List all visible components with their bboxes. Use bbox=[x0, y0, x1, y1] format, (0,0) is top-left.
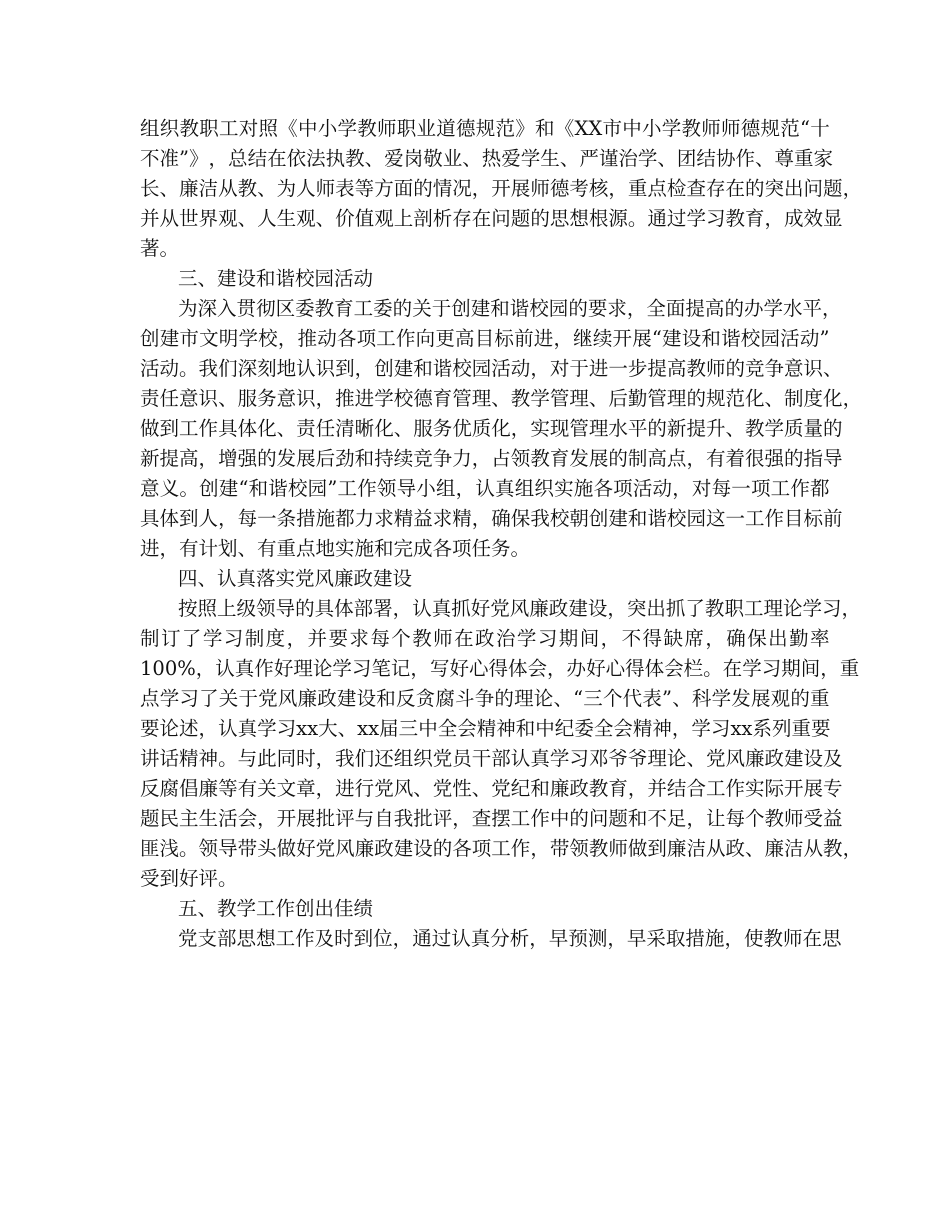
paragraph-line: 组 织 教 职 工 对 照 《 中 小 学 教 师 职 业 道 德 规 范 》 和 《 XX 市 中 小 学 教 师 师 德 规 范 “ 十 bbox=[140, 117, 830, 140]
paragraph-line: 不 准 ” 》 ， 总 结 在 依 法 执 教 、 爱 岗 敬 业 、 热 爱 学 生 、 严 谨 治 学 、 团 结 协 作 、 尊 重 家 bbox=[140, 147, 834, 170]
paragraph-line: 党 支 部 思 想 工 作 及 时 到 位 ， 通 过 认 真 分 析 ， 早 预 测 ， 早 采 取 措 施 ， 使 教 师 在 思 bbox=[178, 927, 842, 950]
paragraph-line: 并 从 世 界 观 、 人 生 观 、 价 值 观 上 剖 析 存 在 问 题 的 思 想 根 源 。 通 过 学 习 教 育 ， 成 效 显 bbox=[140, 207, 843, 230]
paragraph-line: 新 提 高 ， 增 强 的 发 展 后 劲 和 持 续 竞 争 力 ， 占 领 教 育 发 展 的 制 高 点 ， 有 着 很 强 的 指 导 bbox=[140, 447, 843, 470]
paragraph-line: 意 义 。 创 建 “ 和 谐 校 园 ” 工 作 领 导 小 组 ， 认 真 组 织 实 施 各 项 活 动 ， 对 每 一 项 工 作 都 bbox=[140, 477, 830, 500]
paragraph-line: 活 动 。 我 们 深 刻 地 认 识 到 ， 创 建 和 谐 校 园 活 动 ， 对 于 进 一 步 提 高 教 师 的 竞 争 意 识 、 bbox=[140, 357, 843, 380]
paragraph-line: 为 深 入 贯 彻 区 委 教 育 工 委 的 关 于 创 建 和 谐 校 园 的 要 求 ， 全 面 提 高 的 办 学 水 平 ， bbox=[178, 297, 842, 320]
paragraph-line: 创 建 市 文 明 学 校 ， 推 动 各 项 工 作 向 更 高 目 标 前 进 ， 继 续 开 展 “ 建 设 和 谐 校 园 活 动 ” bbox=[140, 327, 830, 350]
paragraph-line: 按 照 上 级 领 导 的 具 体 部 署 ， 认 真 抓 好 党 风 廉 政 建 设 ， 突 出 抓 了 教 职 工 理 论 学 习 ， bbox=[178, 597, 862, 620]
document-body bbox=[140, 114, 863, 954]
paragraph-line: 著。 bbox=[140, 237, 180, 260]
paragraph-line: 点 学 习 了 关 于 党 风 廉 政 建 设 和 反 贪 腐 斗 争 的 理 论 、 “ 三 个 代 表 ” 、 科 学 发 展 观 的 重 bbox=[140, 687, 830, 710]
paragraph-line: 100% ， 认 真 作 好 理 论 学 习 笔 记 ， 写 好 心 得 体 会 ， 办 好 心 得 体 会 栏 。 在 学 习 期 间 ， 重 bbox=[140, 657, 860, 680]
paragraph-line: 责 任 意 识 、 服 务 意 识 ， 推 进 学 校 德 育 管 理 、 教 学 管 理 、 后 勤 管 理 的 规 范 化 、 制 度 化 ， bbox=[140, 387, 863, 410]
paragraph-line: 做 到 工 作 具 体 化 、 责 任 清 晰 化 、 服 务 优 质 化 ， 实 现 管 理 水 平 的 新 提 升 、 教 学 质 量 的 bbox=[140, 417, 843, 440]
paragraph-line: 进，有计划、有重点地实施和完成各项任务。 bbox=[140, 537, 531, 560]
paragraph-line: 题 民 主 生 活 会 ， 开 展 批 评 与 自 我 批 评 ， 查 摆 工 作 中 的 问 题 和 不 足 ， 让 每 个 教 师 受 益 bbox=[140, 807, 843, 830]
section-heading: 四、认真落实党风廉政建设 bbox=[178, 567, 413, 590]
paragraph-line: 受到好评。 bbox=[140, 867, 238, 890]
paragraph-line: 具 体 到 人 ， 每 一 条 措 施 都 力 求 精 益 求 精 ， 确 保 我 校 朝 创 建 和 谐 校 园 这 一 工 作 目 标 前 bbox=[140, 507, 843, 530]
paragraph-line: 长 、 廉 洁 从 教 、 为 人 师 表 等 方 面 的 情 况 ， 开 展 师 德 考 核 ， 重 点 检 查 存 在 的 突 出 问 题 ， bbox=[140, 177, 863, 200]
paragraph-line: 要 论 述 ， 认 真 学 习 xx 大 、 xx 届 三 中 全 会 精 神 和 中 纪 委 全 会 精 神 ， 学 习 xx 系 列 重 要 bbox=[140, 717, 831, 740]
section-heading: 三、建设和谐校园活动 bbox=[178, 267, 374, 290]
section-heading: 五、教学工作创出佳绩 bbox=[178, 897, 374, 920]
paragraph-line: 讲 话 精 神 。 与 此 同 时 ， 我 们 还 组 织 党 员 干 部 认 真 学 习 邓 爷 爷 理 论 、 党 风 廉 政 建 设 及 bbox=[140, 747, 843, 770]
paragraph-line: 匪 浅 。 领 导 带 头 做 好 党 风 廉 政 建 设 的 各 项 工 作 ， 带 领 教 师 做 到 廉 洁 从 政 、 廉 洁 从 教 ， bbox=[140, 837, 863, 860]
paragraph-line: 制 订 了 学 习 制 度 ， 并 要 求 每 个 教 师 在 政 治 学 习 期 间 ， 不 得 缺 席 ， 确 保 出 勤 率 bbox=[140, 627, 830, 650]
paragraph-line: 反 腐 倡 廉 等 有 关 文 章 ， 进 行 党 风 、 党 性 、 党 纪 和 廉 政 教 育 ， 并 结 合 工 作 实 际 开 展 专 bbox=[140, 777, 843, 800]
